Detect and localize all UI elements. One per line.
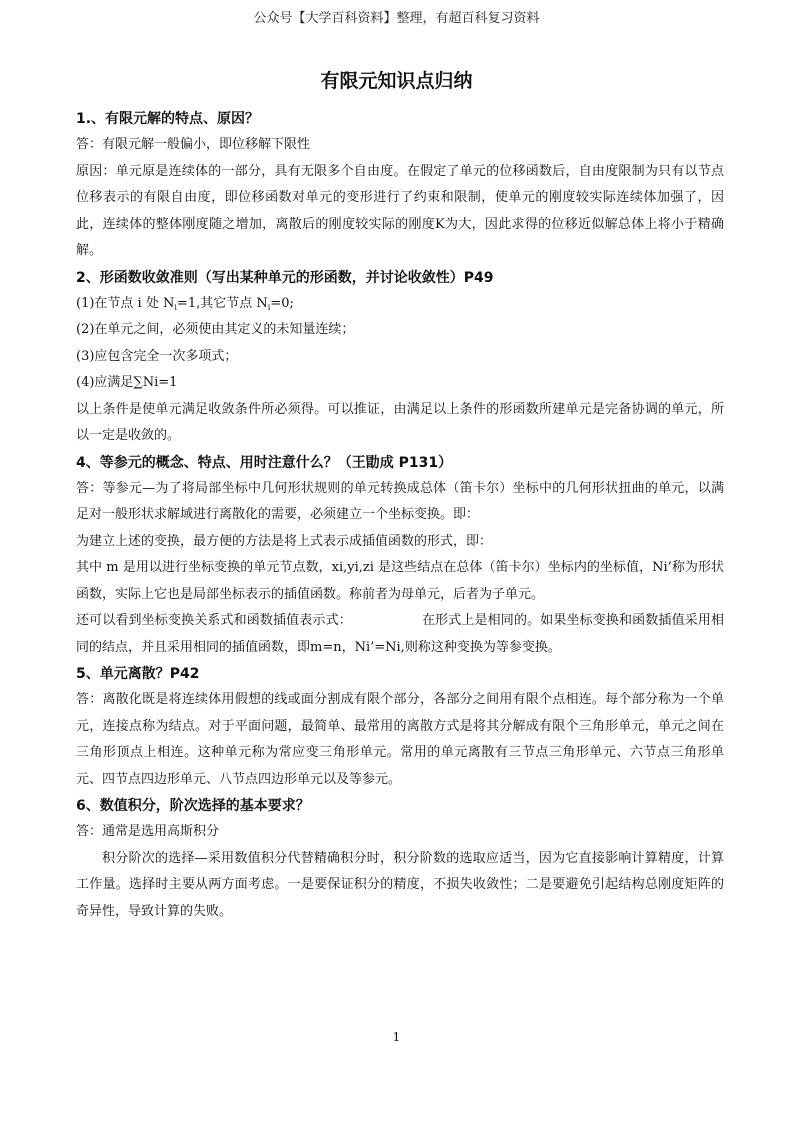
section-1-answer: 答：有限元解一般偏小，即位移解下限性 <box>76 137 311 152</box>
section-5-heading: 5、单元离散？P42 <box>76 666 200 682</box>
section-6-para-2: 积分阶次的选择—采用数值积分代替精确积分时，积分阶数的选取应适当，因为它直接影响计算精度，计算工作量。选择时主要从两方面考虑。一是要保证积分的精度，不损失收敛性；二是要避免引起结构总刚度矩阵的奇异性，导致计算的失败。 <box>76 850 724 919</box>
section-4-para-2: 为建立上述的变换，最方便的方法是将上式表示成插值函数的形式，即： <box>76 533 493 549</box>
section-5-para-1: 答：离散化既是将连续体用假想的线或面分割成有限个部分，各部分之间用有限个点相连。每个部分称为一个单元，连接点称为结点。对于平面问题，最简单、最常用的离散方式是将其分解成有限个三角形单元，单元之间在三角形顶点上相连。这种单元称为常应变三角形单元。常用的单元离散有三节点三角形单元、六节点三角形单元、四节点四边形单元、八节点四边形单元以及等参元。 <box>76 692 724 787</box>
section-2-item-1: (1)在节点 i 处 $N_i=1$,其它节点 $N_i=0$; <box>76 295 294 312</box>
section-6-para-1: 答：通常是选用高斯积分 <box>76 824 220 839</box>
section-4-para-4: 还可以看到坐标变换关系式和函数插值表示式： 在形式上是相同的。如果坐标变换和函数插值采用相同的结点，并且采用相同的插值函数，即m=n，Ni’=Ni,则称这种变换为等参变换。 <box>76 613 724 655</box>
section-2-conclusion: 以上条件是使单元满足收敛条件所必须得。可以推证，由满足以上条件的形函数所建单元是完备协调的单元，所以一定是收敛的。 <box>76 401 724 443</box>
document-title: 有限元知识点归纳 <box>320 70 473 92</box>
section-4-heading: 4、等参元的概念、特点、用时注意什么？（王勖成 P131） <box>76 454 453 471</box>
section-4-para-1: 答：等参元—为了将局部坐标中几何形状规则的单元转换成总体（笛卡尔）坐标中的几何形状扭曲的单元，以满足对一般形状求解域进行离散化的需要，必须建立一个坐标变换。即： <box>76 480 724 522</box>
section-2-item-4: (4)应满足∑Ni=1 <box>76 375 178 390</box>
section-2-item-3: (3)应包含完全一次多项式； <box>76 348 238 364</box>
section-1-heading: 1.、有限元解的特点、原因？ <box>76 111 260 127</box>
section-2-heading: 2、形函数收敛准则（写出某种单元的形函数，并讨论收敛性）P49 <box>76 269 494 286</box>
section-6-heading: 6、数值积分，阶次选择的基本要求？ <box>76 798 310 814</box>
page-header: 公众号【大学百科资料】整理，有超百科复习资料 <box>253 11 540 26</box>
section-4-para-3: 其中 m 是用以进行坐标变换的单元节点数，xi,yi,zi 是这些结点在总体（笛卡尔）坐标内的坐标值，Ni’称为形状函数，实际上它也是局部坐标表示的插值函数。称前者为母单元，后者为子单元。 <box>76 560 724 602</box>
document-body <box>76 106 724 925</box>
page-number: 1 <box>392 1030 401 1044</box>
section-1-reason: 原因：单元原是连续体的一部分，具有无限多个自由度。在假定了单元的位移函数后，自由度限制为只有以节点位移表示的有限自由度，即位移函数对单元的变形进行了约束和限制，使单元的刚度较实际连续体加强了，因此，连续体的整体刚度随之增加，离散后的刚度较实际的刚度K为大，因此求得的位移近似解总体上将小于精确解。 <box>76 163 724 258</box>
section-2-item-2: (2)在单元之间，必须使由其定义的未知量连续； <box>76 322 355 337</box>
